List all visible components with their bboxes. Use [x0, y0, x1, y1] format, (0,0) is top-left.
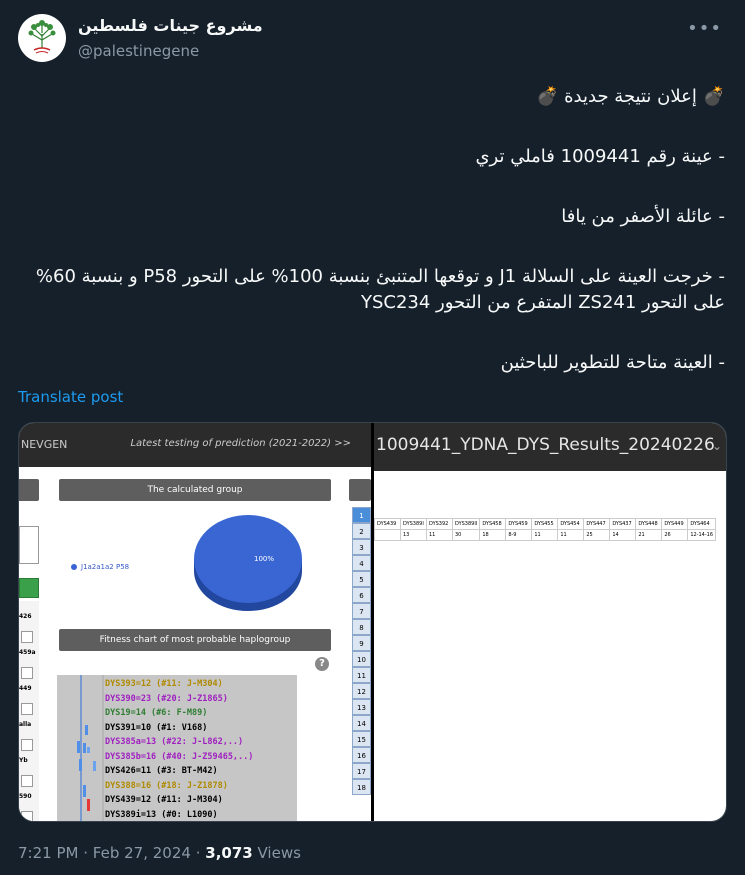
table-header-row: [375, 519, 716, 530]
row-number: 3: [352, 539, 371, 555]
table-cell: 13: [401, 530, 427, 541]
row-number: 4: [352, 555, 371, 571]
side-cell-label: Yb: [19, 757, 28, 764]
pie-chart: [192, 511, 304, 615]
table-header-cell: DYS459: [506, 519, 532, 530]
media-image-results[interactable]: [374, 423, 726, 821]
media-image-prediction[interactable]: [19, 423, 371, 821]
help-icon: ?: [315, 657, 329, 671]
calculated-group-bar: The calculated group: [59, 479, 331, 501]
fitness-row: DYS385b=16 (#40: J-Z59465,..): [105, 751, 254, 762]
fitness-chart: [57, 675, 297, 821]
side-cell-label: 426: [19, 613, 32, 620]
fitness-row: DYS439=12 (#11: J-M304): [105, 795, 223, 805]
fitness-chart-bar: Fitness chart of most probable haplogroup: [59, 629, 331, 651]
results-title: 1009441_YDNA_DYS_Results_20240226: [376, 435, 715, 455]
legend-dot-icon: [71, 564, 77, 570]
gray-bar: [349, 479, 371, 501]
nevgen-subtitle: Latest testing of prediction (2021-2022) >>: [130, 438, 351, 449]
row-number: 7: [352, 603, 371, 619]
gray-bar: [19, 479, 39, 501]
table-header-cell: DYS392: [427, 519, 453, 530]
fitness-row: DYS390=23 (#20: J-Z1865): [105, 693, 228, 704]
row-number: 6: [352, 587, 371, 603]
table-cell: [375, 530, 401, 541]
row-number: 13: [352, 699, 371, 715]
row-number: 18: [352, 779, 371, 795]
side-cell-label: 449: [19, 685, 32, 692]
side-cell-label: alla: [19, 721, 32, 728]
handle[interactable]: @palestinegene: [78, 42, 200, 60]
table-header-cell: DYS458: [480, 519, 506, 530]
post-line: - عائلة الأصفر من يافا: [561, 206, 725, 227]
side-select: [21, 631, 33, 643]
row-number: 16: [352, 747, 371, 763]
fitness-row: DYS389i=13 (#0: L1090): [105, 809, 218, 820]
views-label: Views: [257, 844, 301, 862]
table-header-cell: DYS389I: [401, 519, 427, 530]
display-name[interactable]: مشروع جينات فلسطين: [78, 16, 263, 35]
row-number: 5: [352, 571, 371, 587]
fitness-row: DYS393=12 (#11: J-M304): [105, 679, 223, 689]
table-cell: 12-14-16: [688, 530, 716, 541]
table-row: [375, 530, 716, 541]
row-number: 10: [352, 651, 371, 667]
post-text: [20, 84, 725, 376]
table-cell: 26: [662, 530, 688, 541]
post-line: - عينة رقم 1009441 فاملي تري: [475, 146, 725, 167]
table-cell: 18: [480, 530, 506, 541]
table-header-cell: DYS447: [584, 519, 610, 530]
pie-label: 100%: [254, 555, 275, 563]
table-cell: 14: [610, 530, 636, 541]
row-number: 1: [352, 507, 371, 523]
row-number: 12: [352, 683, 371, 699]
side-select: [21, 811, 33, 821]
post-footer: [18, 844, 301, 862]
avatar[interactable]: [18, 14, 66, 62]
table-cell: 25: [584, 530, 610, 541]
results-table: [374, 518, 716, 541]
table-header-cell: DYS455: [532, 519, 558, 530]
pie-legend: [71, 563, 129, 571]
fitness-row: DYS388=16 (#18: J-Z1878): [105, 780, 228, 791]
side-select: [21, 703, 33, 715]
table-cell: 11: [558, 530, 584, 541]
post-line: 💣 إعلان نتيجة جديدة 💣: [535, 86, 725, 107]
side-cell-label: 590: [19, 793, 32, 800]
separator: ·: [83, 844, 89, 862]
tree-logo-icon: [18, 14, 66, 62]
fitness-row: DYS391=10 (#1: V168): [105, 722, 208, 733]
row-numbers: [352, 507, 371, 795]
input-value: 2-: [20, 527, 27, 535]
fitness-row: DYS19=14 (#6: F-M89): [105, 708, 208, 718]
table-header-cell: DYS437: [610, 519, 636, 530]
chevron-down-icon: ⌄: [711, 439, 722, 453]
translate-post-link[interactable]: Translate post: [18, 388, 124, 406]
input-box: [19, 526, 39, 564]
post-date[interactable]: Feb 27, 2024: [92, 844, 191, 862]
fitness-row: DYS385a=13 (#22: J-L862,..): [105, 737, 244, 747]
table-cell: 30: [453, 530, 480, 541]
table-cell: 11: [427, 530, 453, 541]
nevgen-brand: NEVGEN: [21, 438, 68, 451]
post-time[interactable]: 7:21 PM: [18, 844, 79, 862]
legend-label: J1a2a1a2 P58: [81, 563, 130, 571]
separator: ·: [195, 844, 201, 862]
side-cell-label: 459a: [19, 649, 36, 656]
side-select: [21, 775, 33, 787]
table-cell: 8-9: [506, 530, 532, 541]
media-gallery: [18, 422, 727, 822]
views-count: 3,073: [205, 844, 253, 862]
post-header: [18, 14, 728, 64]
row-number: 11: [352, 667, 371, 683]
table-header-cell: DYS439: [375, 519, 401, 530]
row-number: 14: [352, 715, 371, 731]
green-button: [19, 578, 39, 598]
table-header-cell: DYS464: [688, 519, 716, 530]
row-number: 15: [352, 731, 371, 747]
row-number: 2: [352, 523, 371, 539]
more-dots-icon[interactable]: •••: [687, 18, 722, 39]
results-header: [374, 423, 726, 471]
row-number: 17: [352, 763, 371, 779]
table-header-cell: DYS389II: [453, 519, 480, 530]
fitness-row: DYS426=11 (#3: BT-M42): [105, 766, 218, 776]
table-header-cell: DYS454: [558, 519, 584, 530]
table-header-cell: DYS448: [636, 519, 662, 530]
side-select: [21, 667, 33, 679]
table-cell: 11: [532, 530, 558, 541]
row-number: 9: [352, 635, 371, 651]
table-cell: 21: [636, 530, 662, 541]
post-line: - خرجت العينة على السلالة J1 و توقعها المتنبئ بنسبة 100% على التحور P58 و بنسبة 60% على التحور ZS241 المتفرع من التحور YSC234: [35, 266, 725, 313]
row-number: 8: [352, 619, 371, 635]
table-header-cell: DYS449: [662, 519, 688, 530]
nevgen-header: [19, 423, 371, 467]
post-line: - العينة متاحة للتطوير للباحثين: [500, 352, 725, 373]
side-select: [21, 739, 33, 751]
